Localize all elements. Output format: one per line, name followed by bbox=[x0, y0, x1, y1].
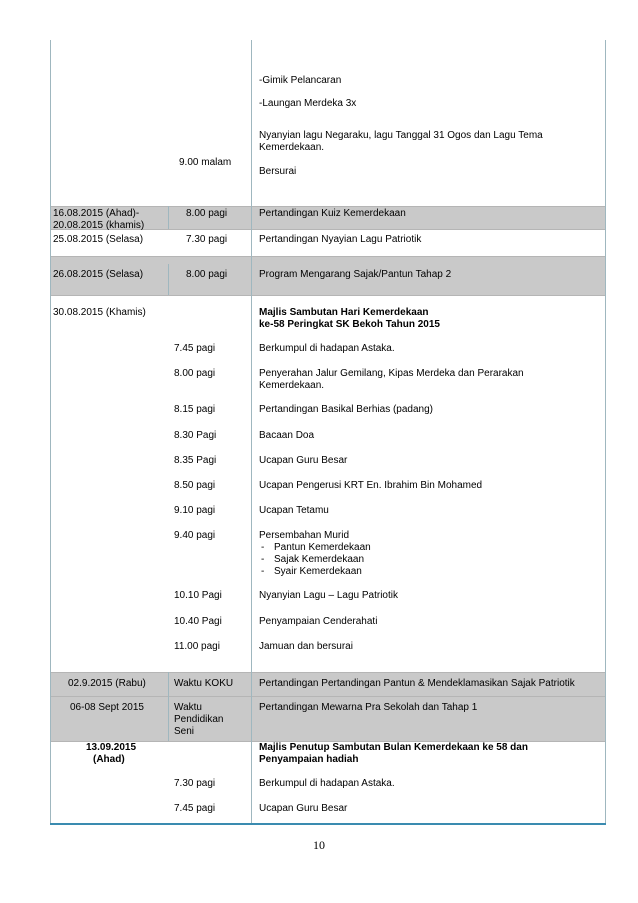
row-event: Pertandingan Mewarna Pra Sekolah dan Tahap 1 bbox=[259, 702, 478, 713]
schedule-event: Kemerdekaan. bbox=[259, 380, 325, 391]
column-divider bbox=[168, 264, 169, 295]
table-bottom-border bbox=[50, 823, 606, 825]
schedule-time: 10.40 Pagi bbox=[174, 616, 222, 627]
schedule-event: Berkumpul di hadapan Astaka. bbox=[259, 778, 395, 789]
schedule-event: Penyampaian Cenderahati bbox=[259, 616, 378, 627]
schedule-time: 7.45 pagi bbox=[174, 803, 216, 814]
schedule-time: 9.40 pagi bbox=[174, 530, 216, 541]
schedule-event: Bacaan Doa bbox=[259, 430, 315, 441]
schedule-event: Pertandingan Basikal Berhias (padang) bbox=[259, 404, 433, 415]
schedule-table bbox=[50, 40, 606, 825]
schedule-event: Persembahan Murid bbox=[259, 530, 350, 541]
row-time: Seni bbox=[174, 726, 195, 737]
schedule-time: 8.35 Pagi bbox=[174, 455, 217, 466]
sub-bullet: - bbox=[261, 554, 265, 565]
schedule-event: Nyanyian Lagu – Lagu Patriotik bbox=[259, 590, 398, 601]
schedule-event: Ucapan Guru Besar bbox=[259, 455, 348, 466]
schedule-time: 8.30 Pagi bbox=[174, 430, 217, 441]
sub-item: Sajak Kemerdekaan bbox=[274, 554, 365, 565]
row-time: 8.00 pagi bbox=[186, 269, 228, 280]
row-date: 20.08.2015 (khamis) bbox=[53, 220, 145, 231]
event-text: Bersurai bbox=[259, 166, 297, 177]
sub-item: Syair Kemerdekaan bbox=[274, 566, 362, 577]
penutup-title: Penyampaian hadiah bbox=[259, 754, 359, 765]
row-time: Waktu KOKU bbox=[174, 678, 234, 689]
row-date: 16.08.2015 (Ahad)- bbox=[53, 208, 140, 219]
row-time: 8.00 pagi bbox=[186, 208, 228, 219]
schedule-event: Penyerahan Jalur Gemilang, Kipas Merdeka dan Perarakan bbox=[259, 368, 524, 379]
event-text: Kemerdekaan. bbox=[259, 142, 325, 153]
schedule-event: Berkumpul di hadapan Astaka. bbox=[259, 343, 395, 354]
column-divider bbox=[168, 672, 169, 741]
row-divider bbox=[50, 672, 606, 673]
event-text: -Gimik Pelancaran bbox=[259, 75, 342, 86]
schedule-event: Ucapan Tetamu bbox=[259, 505, 329, 516]
row-date: 26.08.2015 (Selasa) bbox=[53, 269, 144, 280]
schedule-time: 7.30 pagi bbox=[174, 778, 216, 789]
row-divider bbox=[50, 696, 606, 697]
schedule-time: 11.00 pagi bbox=[174, 641, 220, 652]
row-event: Pertandingan Pertandingan Pantun & Mendeklamasikan Sajak Patriotik bbox=[259, 678, 575, 689]
schedule-event: Ucapan Pengerusi KRT En. Ibrahim Bin Mohamed bbox=[259, 480, 483, 491]
row-date: 06-08 Sept 2015 bbox=[70, 702, 144, 713]
row-time: Waktu bbox=[174, 702, 202, 713]
schedule-time: 8.00 pagi bbox=[174, 368, 216, 379]
sub-bullet: - bbox=[261, 566, 265, 577]
row-divider bbox=[50, 295, 606, 296]
column-divider bbox=[251, 40, 252, 825]
schedule-time: 10.10 Pagi bbox=[174, 590, 222, 601]
column-divider bbox=[168, 206, 169, 229]
sub-item: Pantun Kemerdekaan bbox=[274, 542, 371, 553]
row-event: Pertandingan Kuiz Kemerdekaan bbox=[259, 208, 406, 219]
event-text: -Laungan Merdeka 3x bbox=[259, 98, 357, 109]
column-divider bbox=[50, 40, 51, 825]
schedule-time: 9.10 pagi bbox=[174, 505, 216, 516]
row-shade bbox=[51, 256, 606, 264]
column-divider bbox=[605, 40, 606, 825]
schedule-time: 8.50 pagi bbox=[174, 480, 216, 491]
majlis-title: Majlis Sambutan Hari Kemerdekaan bbox=[259, 307, 429, 318]
row-time: 7.30 pagi bbox=[186, 234, 228, 245]
row-event: Program Mengarang Sajak/Pantun Tahap 2 bbox=[259, 269, 452, 280]
row-event: Pertandingan Nyayian Lagu Patriotik bbox=[259, 234, 422, 245]
schedule-time: 7.45 pagi bbox=[174, 343, 216, 354]
row-date: 25.08.2015 (Selasa) bbox=[53, 234, 144, 245]
penutup-date: 13.09.2015 bbox=[86, 742, 137, 753]
row-date: 02.9.2015 (Rabu) bbox=[68, 678, 146, 689]
row-time: Pendidikan bbox=[174, 714, 224, 725]
majlis-title: ke-58 Peringkat SK Bekoh Tahun 2015 bbox=[259, 319, 440, 330]
schedule-event: Ucapan Guru Besar bbox=[259, 803, 348, 814]
top-time: 9.00 malam bbox=[179, 157, 232, 168]
sub-bullet: - bbox=[261, 542, 265, 553]
schedule-time: 8.15 pagi bbox=[174, 404, 216, 415]
penutup-date: (Ahad) bbox=[93, 754, 125, 765]
page-number: 10 bbox=[313, 838, 325, 852]
schedule-event: Jamuan dan bersurai bbox=[259, 641, 353, 652]
majlis-date: 30.08.2015 (Khamis) bbox=[53, 307, 146, 318]
row-divider bbox=[50, 256, 606, 257]
event-text: Nyanyian lagu Negaraku, lagu Tanggal 31 Ogos dan Lagu Tema bbox=[259, 130, 543, 141]
penutup-title: Majlis Penutup Sambutan Bulan Kemerdekaan ke 58 dan bbox=[259, 742, 528, 753]
